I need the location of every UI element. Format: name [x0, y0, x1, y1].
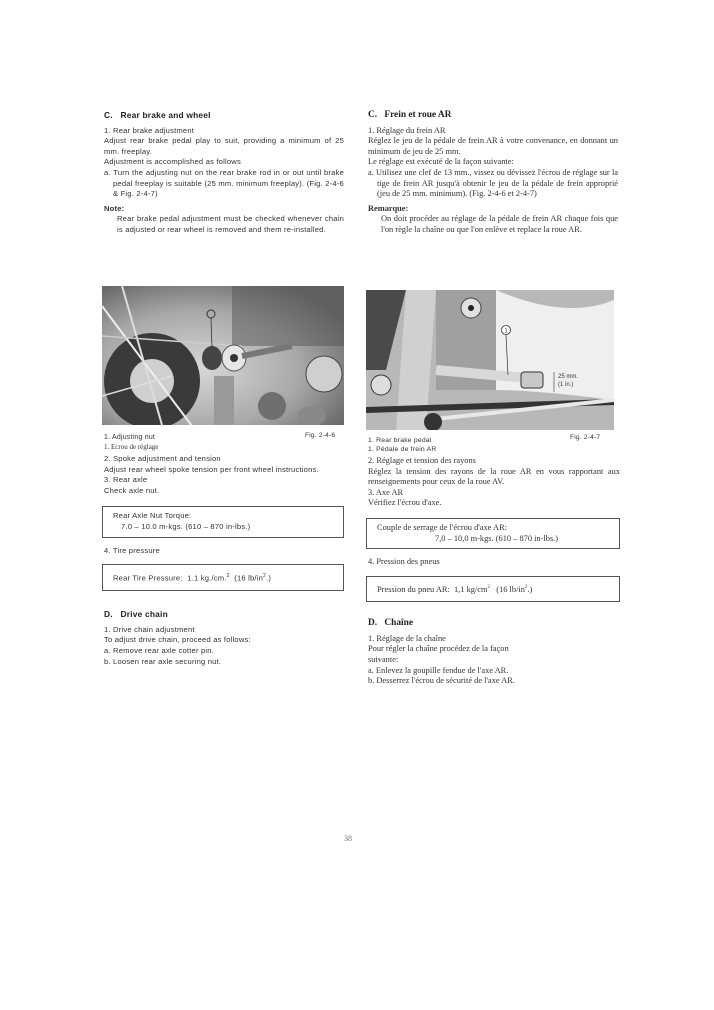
item4-title: 4. Tire pressure — [104, 545, 160, 555]
item4-title-fr: 4. Pression des pneus — [368, 557, 440, 567]
section-c-heading: C. Rear brake and wheel — [104, 110, 211, 120]
section-c-heading-fr: C. Frein et roue AR — [368, 110, 452, 120]
item1-text2: Adjustment is accomplished as follows — [104, 157, 241, 167]
dimension-in: (1 in.) — [558, 382, 574, 388]
note-text: Rear brake pedal adjustment must be checked whenever chain is adjusted or rear wheel is removed and them re-installed. — [117, 214, 344, 234]
torque-value-fr: 7,0 – 10,0 m-kgs. (610 – 870 in-lbs.) — [435, 533, 559, 543]
item2-title-fr: 2. Réglage et tension des rayons — [368, 456, 476, 465]
dimension-mm: 25 mm. — [558, 374, 579, 380]
torque-label: Rear Axle Nut Torque: — [113, 511, 192, 521]
step-a-fr: a. Utilisez une clef de 13 mm., vissez ou dévissez l'écrou de réglage sur la tige de frein AR jusqu'à obtenir le jeu de la pédale de frein approprié (jeu de 25 mm. minimum). (Fig. 2-4-6 et 2-4-7) — [368, 167, 618, 199]
fig2-callout: 1 — [504, 328, 508, 335]
page-number: 38 — [344, 834, 352, 843]
fig1-caption-en: 1. Adjusting nut — [104, 434, 156, 441]
english-column — [104, 110, 344, 236]
adjusting-nut-photo — [102, 286, 344, 425]
fig1-caption-fr: 1. Ecrou de réglage — [104, 443, 159, 451]
rear-brake-pedal-photo — [366, 290, 614, 430]
torque-label-fr: Couple de serrage de l'écrou d'axe AR: — [377, 522, 507, 532]
torque-box-fr — [366, 518, 620, 549]
item1-title: 1. Rear brake adjustment — [104, 125, 195, 135]
step-a: a. Turn the adjusting nut on the rear brake rod in or out until brake pedal freeplay is suitable (25 mm. minimum freeplay). (Fig. 2-4-6 & Fig. 2-4-7) — [104, 167, 344, 199]
note-label-fr: Remarque: — [368, 203, 409, 213]
d-step-b: b. Loosen rear axle securing nut. — [104, 656, 222, 666]
item3-title: 3. Rear axle — [104, 475, 148, 485]
item2-text: Adjust rear wheel spoke tension per front wheel instructions. — [104, 464, 319, 474]
figure-2-4-7-photo — [366, 290, 614, 430]
item3-text-fr: Vérifiez l'écrou d'axe. — [368, 498, 442, 508]
item3-title-fr: 3. Axe AR — [368, 487, 404, 497]
section-d-heading: D. Drive chain — [104, 609, 168, 620]
item1-title-fr: 1. Réglage du frein AR — [368, 125, 446, 135]
d-item1-title: 1. Drive chain adjustment — [104, 624, 195, 634]
french-column-lower — [368, 456, 620, 687]
fig2-caption-en: 1. Rear brake pedal — [368, 437, 432, 444]
torque-value: 7.0 – 10.0 m-kgs. (610 – 870 in-lbs.) — [121, 521, 251, 531]
pressure-box: Rear Tire Pressure: 1.1 kg./cm.$^2$ (16 $lb/in^2$.) — [102, 564, 344, 591]
note-text-fr: On doit procéder au réglage de la pédale de frein AR chaque fois que l'on règle la chaîne ou que l'on enlève et replace la roue AR. — [381, 214, 618, 234]
d-item1-text-fr: Pour régler la chaîne procédez de la façon suivante: — [368, 644, 509, 664]
item1-text2-fr: Le réglage est exécuté de la façon suivante: — [368, 157, 514, 167]
item2-title: 2. Spoke adjustment and tension — [104, 454, 221, 463]
item1-text: Adjust rear brake pedal play to suit, providing a minimum of 25 mm. freeplay. — [104, 136, 344, 156]
d-item1-text: To adjust drive chain, proceed as follows: — [104, 635, 251, 645]
fig1-label: Fig. 2-4-6 — [305, 432, 336, 439]
section-d-heading-fr: D. Chaîne — [368, 618, 413, 629]
d-step-a-fr: a. Enlevez la goupille fendue de l'axe AR. — [368, 665, 509, 675]
french-column — [368, 110, 618, 236]
item2-text-fr: Réglez la tension des rayons de la roue AR en vous rapportant aux renseignements pour ceux de la roue AV. — [368, 466, 620, 487]
fig2-label: Fig. 2-4-7 — [570, 434, 601, 441]
d-step-a: a. Remove rear axle cotter pin. — [104, 646, 215, 656]
d-item1-title-fr: 1. Réglage de la chaîne — [368, 633, 446, 643]
figure-2-4-6-photo — [102, 286, 344, 425]
fig2-caption-fr: 1. Pédale de frein AR — [368, 446, 437, 453]
english-column-lower — [104, 454, 344, 667]
item1-text-fr: Réglez le jeu de la pédale de frein AR à votre convenance, en donnant un minimum de jeu de 25 mm. — [368, 136, 618, 156]
note-label: Note: — [104, 203, 125, 213]
torque-box — [102, 506, 344, 537]
d-step-b-fr: b. Desserrez l'écrou de sécurité de l'axe AR. — [368, 676, 515, 686]
pressure-box-fr: Pression du pneu AR: 1,1 $kg/cm^2$ (16 $lb/in^2$.) — [366, 576, 620, 602]
item3-text: Check axle nut. — [104, 485, 160, 495]
